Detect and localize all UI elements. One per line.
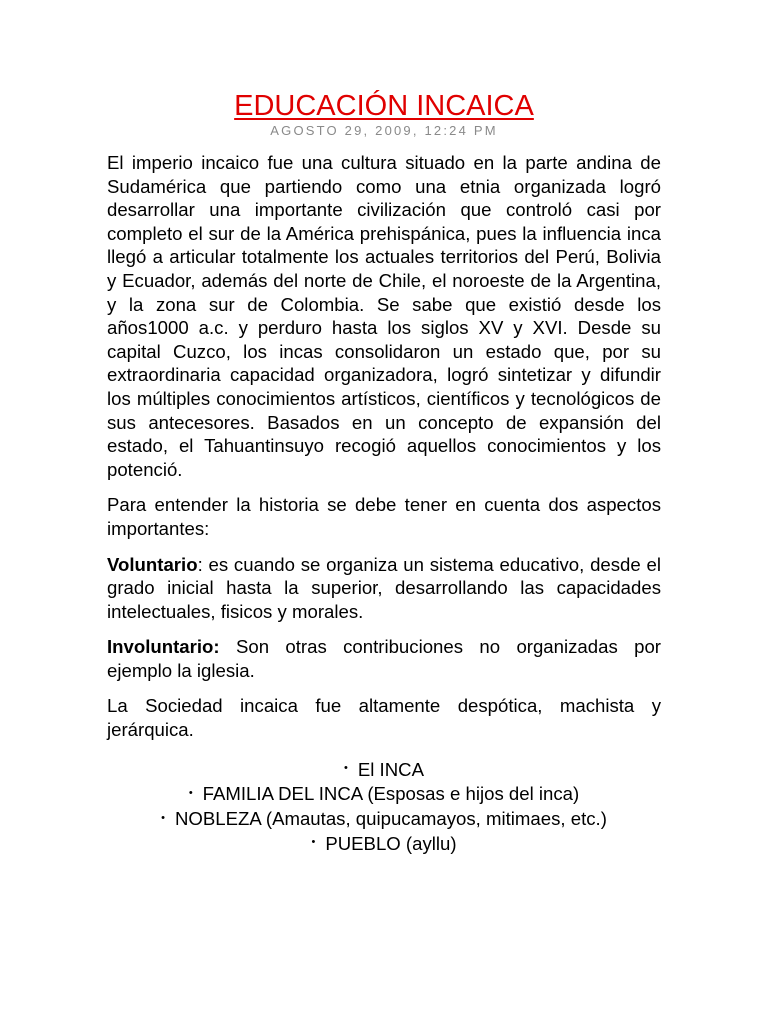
bullet-icon: • — [311, 836, 316, 849]
bullet-icon: • — [188, 786, 193, 799]
list-item — [107, 758, 661, 783]
list-item — [107, 807, 661, 832]
document-page — [107, 89, 661, 857]
bullet-icon: • — [344, 762, 348, 775]
society-paragraph: La Sociedad incaica fue altamente despótica, machista y jerárquica. — [107, 695, 661, 741]
post-date: AGOSTO 29, 2009, 12:24 PM — [270, 123, 498, 138]
involuntario-paragraph — [107, 635, 661, 682]
list-item-label: NOBLEZA (Amautas, quipucamayos, mitimaes, etc.) — [174, 808, 607, 830]
list-item-label: FAMILIA DEL INCA (Esposas e hijos del inca) — [202, 783, 580, 805]
page-title: EDUCACIÓN INCAICA — [234, 90, 534, 122]
voluntario-term: Voluntario — [107, 553, 198, 575]
list-item-label: El INCA — [357, 758, 424, 780]
list-item — [107, 782, 661, 807]
voluntario-definition: : es cuando se organiza un sistema educativo, desde el grado inicial hasta la superior, desarrollando las capacidades intelectuales, fisicos y morales. — [107, 553, 661, 622]
voluntario-paragraph — [107, 553, 661, 624]
intro-paragraph: El imperio incaico fue una cultura situado en la parte andina de Sudamérica que partiendo como una etnia organizada logró desarrollar una importante civilización que controló casi por completo el sur de la América prehispánica, pues la influencia inca llegó a articular totalmente los actuales territorios del Perú, Bolivia y Ecuador, además del norte de Chile, el noroeste de la Argentina, y la zona sur de Colombia. Se sabe que existió desde los años1000 a.c. y perduro hasta los siglos XV y XVI. Desde su capital Cuzco, los incas consolidaron un estado que, por su extraordinaria capacidad organizadora, logró sintetizar y difundir los múltiples conocimientos artísticos, científicos y tecnológicos de sus antecesores. Basados en un concepto de expansión del estado, el Tahuantinsuyo recogió aquellos conocimientos y los potenció. — [107, 152, 661, 480]
list-item-label: PUEBLO (ayllu) — [325, 833, 457, 855]
aspects-intro-paragraph: Para entender la historia se debe tener en cuenta dos aspectos importantes: — [107, 494, 661, 539]
bullet-icon: • — [161, 811, 165, 824]
involuntario-definition: Son otras contribuciones no organizadas por ejemplo la iglesia. — [107, 636, 661, 681]
involuntario-term: Involuntario: — [107, 636, 220, 658]
hierarchy-list — [107, 758, 661, 857]
list-item — [107, 832, 661, 857]
